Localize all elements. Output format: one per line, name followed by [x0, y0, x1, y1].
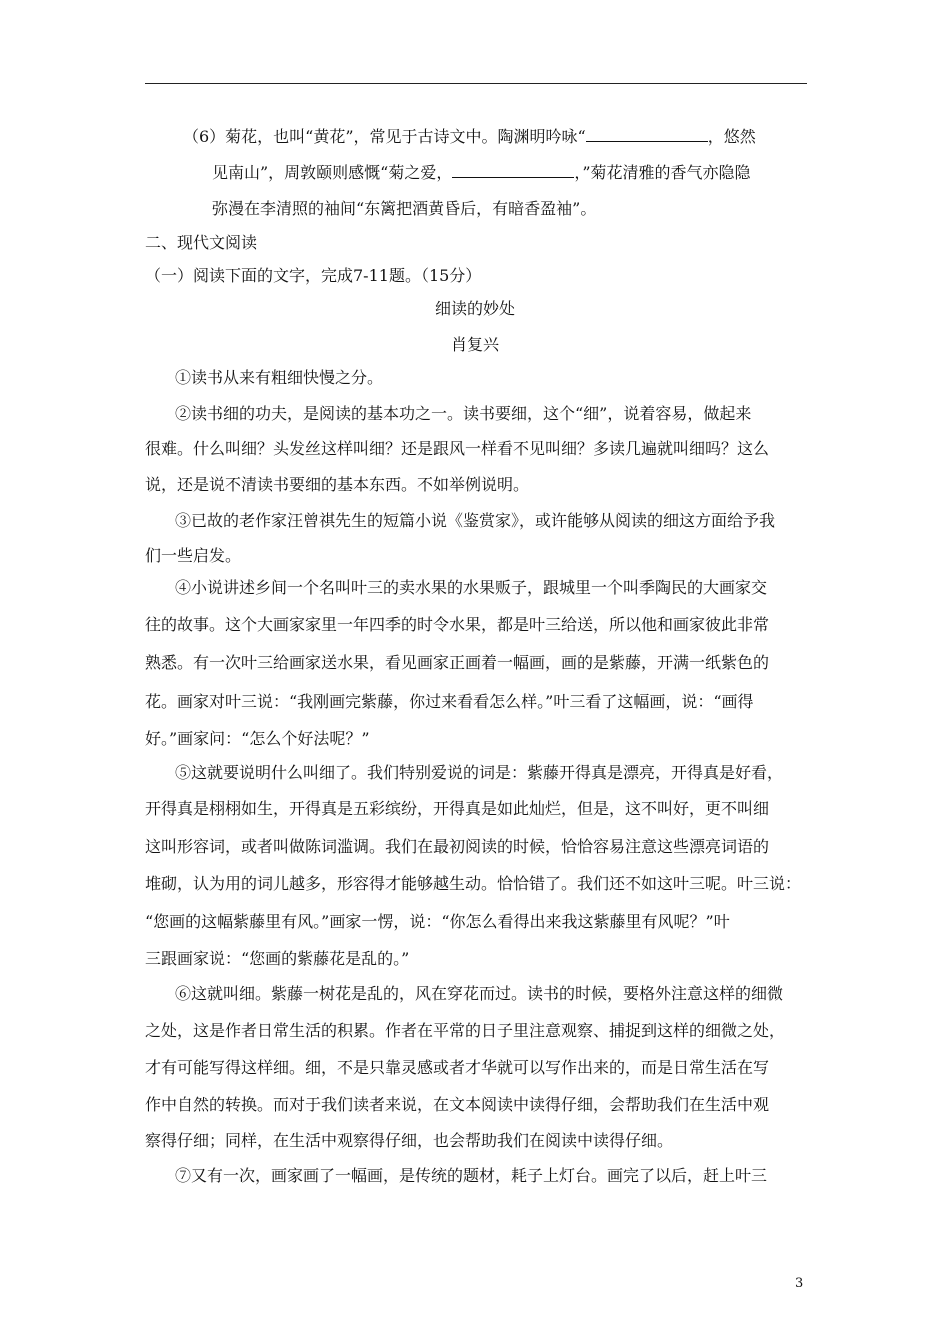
- body-line: ①读书从来有粗细快慢之分。: [175, 368, 384, 387]
- question-6-text-a: （6）菊花，也叫“黄花”，常见于古诗文中。陶渊明吟咏“: [183, 127, 586, 146]
- body-line: 这叫形容词，或者叫做陈词滥调。我们在最初阅读的时候，恰恰容易注意这些漂亮词语的: [145, 837, 770, 856]
- section-instruction: （一）阅读下面的文字，完成7-11题。（15分）: [145, 266, 482, 285]
- body-line: 说，还是说不清读书要细的基本东西。不如举例说明。: [145, 475, 530, 494]
- body-line: ③已故的老作家汪曾祺先生的短篇小说《鉴赏家》，或许能够从阅读的细这方面给予我: [175, 511, 776, 530]
- question-6-line-3: 弥漫在李清照的袖间“东篱把酒黄昏后，有暗香盈袖”。: [212, 199, 597, 218]
- answer-blank-1[interactable]: [586, 127, 708, 142]
- article-title: 细读的妙处: [434, 299, 515, 318]
- question-6-line-2: [212, 163, 751, 183]
- question-6-text-d: ，”菊花清雅的香气亦隐隐: [574, 163, 751, 182]
- body-line: “您画的这幅紫藤里有风。”画家一愣，说：“你怎么看得出来我这紫藤里有风呢？”叶: [145, 912, 730, 931]
- body-line: 作中自然的转换。而对于我们读者来说，在文本阅读中读得仔细，会帮助我们在生活中观: [145, 1095, 770, 1114]
- body-line: 花。画家对叶三说：“我刚画完紫藤，你过来看看怎么样。”叶三看了这幅画，说：“画得: [145, 692, 754, 711]
- body-line: 堆砌，认为用的词儿越多，形容得才能够越生动。恰恰错了。我们还不如这叶三呢。叶三说：: [145, 874, 802, 893]
- body-line: ④小说讲述乡间一个名叫叶三的卖水果的水果贩子，跟城里一个叫季陶民的大画家交: [175, 578, 768, 597]
- body-line: 熟悉。有一次叶三给画家送水果，看见画家正画着一幅画，画的是紫藤，开满一纸紫色的: [145, 653, 770, 672]
- body-line: 才有可能写得这样细。细，不是只靠灵感或者才华就可以写作出来的，而是日常生活在写: [145, 1058, 770, 1077]
- body-line: ⑤这就要说明什么叫细了。我们特别爱说的词是：紫藤开得真是漂亮，开得真是好看，: [175, 763, 784, 782]
- body-line: 之处，这是作者日常生活的积累。作者在平常的日子里注意观察、捕捉到这样的细微之处，: [145, 1021, 786, 1040]
- body-line: 开得真是栩栩如生，开得真是五彩缤纷，开得真是如此灿烂，但是，这不叫好，更不叫细: [145, 799, 770, 818]
- article-author: 肖复兴: [450, 335, 499, 354]
- body-line: 察得仔细；同样，在生活中观察得仔细，也会帮助我们在阅读中读得仔细。: [145, 1131, 674, 1150]
- header-rule: [145, 83, 807, 84]
- answer-blank-2[interactable]: [452, 163, 574, 178]
- question-6-text-b: ，悠然: [707, 127, 756, 146]
- question-6-line-1: [183, 127, 756, 147]
- body-line: 们一些启发。: [145, 546, 242, 565]
- body-line: ⑥这就叫细。紫藤一树花是乱的，风在穿花而过。读书的时候，要格外注意这样的细微: [175, 984, 784, 1003]
- body-line: ②读书细的功夫，是阅读的基本功之一。读书要细，这个“细”，说着容易，做起来: [175, 404, 752, 423]
- section-heading: 二、现代文阅读: [145, 233, 258, 252]
- question-6-text-c: 见南山”，周敦颐则感慨“菊之爱，: [212, 163, 453, 182]
- body-line: 很难。什么叫细？头发丝这样叫细？还是跟风一样看不见叫细？多读几遍就叫细吗？这么: [145, 439, 770, 458]
- page-number: 3: [795, 1276, 804, 1291]
- body-line: ⑦又有一次，画家画了一幅画，是传统的题材，耗子上灯台。画完了以后，赶上叶三: [175, 1166, 768, 1185]
- body-line: 三跟画家说：“您画的紫藤花是乱的。”: [145, 949, 410, 968]
- body-line: 好。”画家问：“怎么个好法呢？”: [145, 729, 370, 748]
- body-line: 往的故事。这个大画家家里一年四季的时令水果，都是叶三给送，所以他和画家彼此非常: [145, 615, 770, 634]
